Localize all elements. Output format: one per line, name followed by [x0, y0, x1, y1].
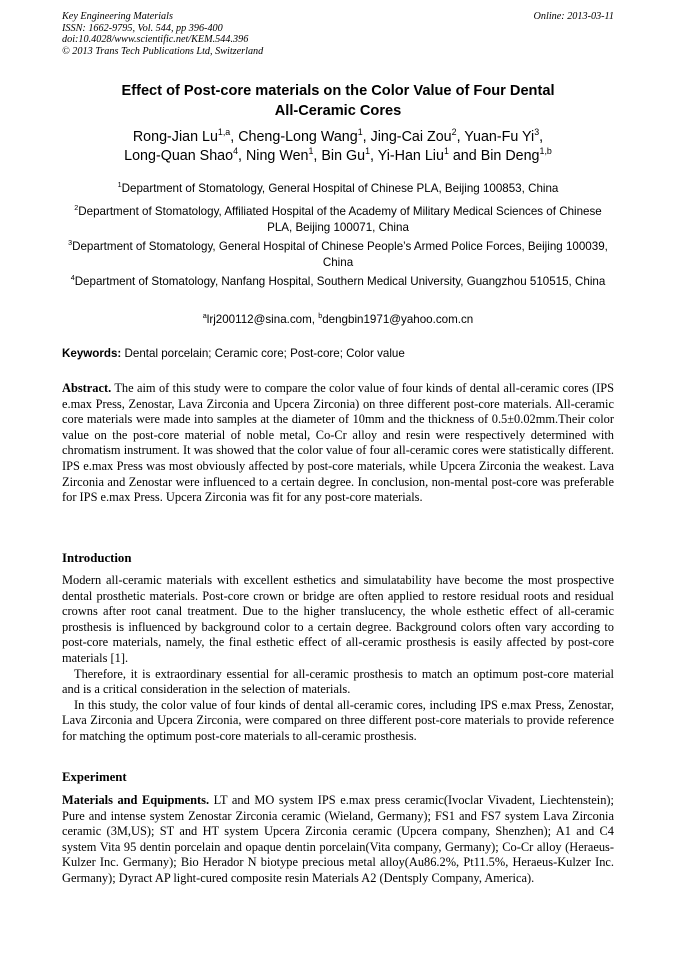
author-sep: ,	[362, 129, 371, 145]
affiliation-3	[62, 239, 614, 270]
journal-copyright: © 2013 Trans Tech Publications Ltd, Switzerland	[62, 45, 264, 57]
abstract	[62, 381, 614, 506]
author-sup: 1	[357, 127, 363, 138]
keywords-text: Dental porcelain; Ceramic core; Post-core; Color value	[121, 347, 405, 360]
journal-header	[62, 11, 263, 57]
abstract-label: Abstract.	[62, 381, 112, 395]
journal-name: Key Engineering Materials	[62, 11, 173, 22]
keywords-label: Keywords:	[62, 347, 122, 360]
introduction-body	[62, 573, 614, 745]
materials-text: LT and MO system IPS e.max press ceramic(Ivoclar Vivadent, Liechtenstein); Pure and intense system Zenostar Zirconia ceramic (Wieland, Germany); FS1 and FS7 system Lava Zirconia ceramic (3M,US); ST and HT system Upcera Zirconia ceramic (Upcera company, Shenzhen); A1 and C4 system Vita 95 dentin porcelain and opaque dentin porcelain(Vita company, Germany); Co-Cr alloy (Heraeus-Kulzer Inc. Germany); Bio Herador N biotype precious metal alloy(Au86.2%, Pt11.5%, Heraeus-Kulzer Inc. Germany); Dyract AP light-cured composite resin Materials A2 (Dentsply Company, America).	[62, 793, 614, 885]
author-sup: 1,a	[217, 127, 231, 138]
intro-paragraph-1: Modern all-ceramic materials with excellent esthetics and simulatability have become the most prospective dental prosthetic materials. Post-core crown or bridge are often applied to restore residual roots and residual crowns after root canal treatment. Due to the higher translucency, the whole esthetic effect of all-ceramic prosthesis is influenced by background color to a certain degree. Background colors often vary according to post-core materials, namely, the final esthetic effect of all-ceramic prosthesis is easily affected by post-core materials [1].	[62, 573, 614, 665]
journal-issn: ISSN: 1662-9795, Vol. 544, pp 396-400	[62, 22, 223, 34]
online-date: Online: 2013-03-11	[533, 11, 614, 22]
email-a-sup: a	[202, 311, 207, 321]
affiliation-text: Department of Stomatology, General Hospital of Chinese People’s Armed Police Forces, Beijing 100039, China	[72, 240, 608, 269]
author-name: Yi-Han Liu	[377, 148, 444, 164]
email-a[interactable]: lrj200112@sina.com	[206, 313, 312, 326]
author-name: Jing-Cai Zou	[370, 129, 452, 145]
introduction-heading: Introduction	[62, 551, 132, 565]
author-name: Bin Gu	[321, 148, 366, 164]
author-sup: 3	[534, 127, 540, 138]
affiliation-num: 3	[68, 238, 73, 248]
author-sep: and	[448, 148, 481, 164]
author-name: Ning Wen	[245, 148, 309, 164]
contact-emails	[62, 312, 614, 327]
author-sup: 1	[443, 146, 449, 157]
title-line-1: Effect of Post-core materials on the Color Value of Four Dental	[121, 83, 555, 99]
affiliation-4	[62, 274, 614, 290]
intro-paragraph-3: In this study, the color value of four kinds of dental all-ceramic cores, including IPS e.max Press, Zenostar, Lava Zirconia and Upcera Zirconia, were compared on three different post-core materials to provide reference for matching the optimum post-core materials to all-ceramic prosthesis.	[62, 697, 614, 743]
author-sep: ,	[370, 148, 378, 164]
author-sep: ,	[313, 148, 322, 164]
author-sup: 1	[308, 146, 314, 157]
author-sep: ,	[238, 148, 246, 164]
paper-title	[62, 82, 614, 121]
affiliation-1	[62, 181, 614, 197]
affiliation-text: Department of Stomatology, Nanfang Hospital, Southern Medical University, Guangzhou 510515, China	[74, 275, 606, 288]
affiliation-text: Department of Stomatology, Affiliated Hospital of the Academy of Military Medical Sciences of Chinese PLA, Beijing 100071, China	[78, 205, 602, 234]
author-sup: 2	[451, 127, 457, 138]
author-name: Cheng-Long Wang	[238, 129, 358, 145]
affiliation-text: Department of Stomatology, General Hospital of Chinese PLA, Beijing 100853, China	[121, 182, 559, 195]
author-name: Rong-Jian Lu	[132, 129, 218, 145]
author-sep: ,	[230, 129, 239, 145]
affiliation-num: 2	[74, 203, 79, 213]
intro-paragraph-2: Therefore, it is extraordinary essential for all-ceramic prosthesis to match an optimum post-core material and is a critical consideration in the selection of materials.	[62, 666, 614, 697]
author-sup: 1,b	[539, 146, 552, 157]
email-sep: ,	[311, 313, 319, 326]
email-b-sup: b	[318, 311, 323, 321]
affiliation-num: 1	[117, 180, 122, 190]
email-b[interactable]: dengbin1971@yahoo.com.cn	[322, 313, 474, 326]
abstract-text: The aim of this study were to compare the color value of four kinds of dental all-ceramic cores (IPS e.max Press, Zenostar, Lava Zirconia and Upcera Zirconia) on three different post-core materials. All-ceramic core materials were made into samples at the diameter of 10mm and the thickness of 0.5±0.02mm.Their color value on the post-core material of noble metal, Co-Cr alloy and resin were respectively determined with chromatism instrument. It was showed that the color value of four all-ceramic cores were statistically different. IPS e.max Press was most obviously affected by post-core materials, while Upcera Zirconia the weakest. Lava Zirconia and Zenostar were influenced to a certain degree. In conclusion, non-mental post-core was preferable for IPS e.max Press. Upcera Zirconia was fit for any post-core materials.	[62, 381, 614, 505]
affiliation-num: 4	[70, 273, 75, 283]
author-name: Yuan-Fu Yi	[464, 129, 535, 145]
author-line-2	[62, 147, 614, 166]
author-name: Long-Quan Shao	[124, 148, 234, 164]
keywords	[62, 346, 614, 361]
author-sup: 1	[365, 146, 371, 157]
journal-doi: doi:10.4028/www.scientific.net/KEM.544.396	[62, 34, 249, 46]
materials-label: Materials and Equipments.	[62, 793, 210, 807]
author-list	[62, 128, 614, 166]
experiment-body	[62, 793, 614, 887]
title-line-2: All-Ceramic Cores	[274, 102, 402, 119]
experiment-heading: Experiment	[62, 770, 127, 784]
affiliation-2	[62, 204, 614, 235]
author-sep: ,	[539, 129, 544, 145]
author-sup: 4	[233, 146, 238, 157]
author-sep: ,	[456, 129, 465, 145]
author-name: Bin Deng	[480, 148, 540, 164]
author-line-1	[62, 128, 614, 147]
